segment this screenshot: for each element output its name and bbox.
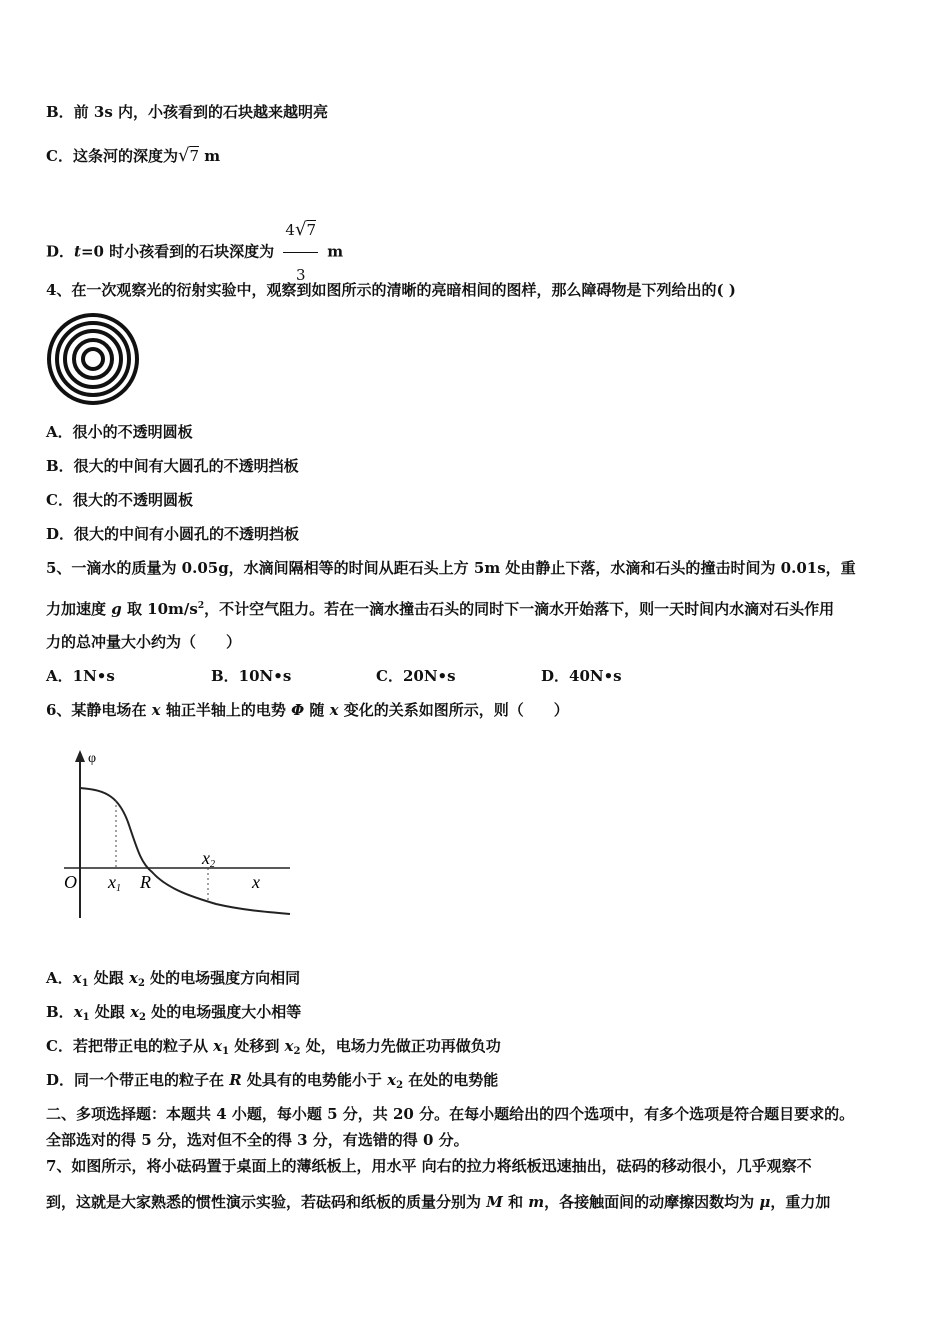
q7-line2-text-b: 和	[502, 1193, 529, 1211]
q5-line2-text-b: 取 10m/s	[121, 600, 198, 618]
var-x1: x	[72, 969, 82, 987]
phi-label: φ	[88, 751, 97, 766]
fraction-denominator: 3	[295, 266, 306, 284]
origin-label: O	[64, 872, 77, 892]
phi-axis-arrow	[75, 750, 85, 762]
q3-option-b: B．前 3s 内，小孩看到的石块越来越明亮	[46, 103, 329, 121]
x1-label	[107, 872, 121, 894]
q7-stem-line2	[46, 1192, 830, 1212]
q4-option-c: C．很大的不透明圆板	[46, 491, 193, 509]
q5-stem-line3: 力的总冲量大小约为（ ）	[46, 633, 242, 651]
numerator-radicand: 7	[306, 221, 316, 239]
q6-option-a	[46, 968, 300, 994]
q4-option-a: A．很小的不透明圆板	[46, 423, 193, 441]
potential-curve	[80, 788, 290, 914]
q6-option-a-mid: 处跟	[88, 969, 130, 987]
q3-option-d-unit: m	[327, 242, 344, 261]
potential-graph	[56, 748, 296, 928]
q6-option-d-mid: 处具有的电势能小于	[241, 1071, 388, 1089]
q6-var-x: x	[151, 701, 161, 719]
ring-5	[83, 349, 103, 369]
numerator-coef: 4	[285, 221, 295, 239]
q5-stem-line2	[46, 596, 834, 619]
q7-var-mu: μ	[759, 1193, 771, 1211]
q6-option-a-end: 处的电场强度方向相同	[144, 969, 301, 987]
q7-var-m: m	[528, 1193, 545, 1211]
q6-stem	[46, 700, 569, 720]
var-x2: x	[387, 1071, 397, 1089]
q5-superscript: 2	[197, 601, 205, 611]
q4-option-d: D．很大的中间有小圆孔的不透明挡板	[46, 525, 300, 543]
q6-stem-text-c: 随	[304, 701, 330, 719]
q5-option-a: A．1N•s	[46, 667, 115, 685]
q4-stem: 4、在一次观察光的衍射实验中，观察到如图所示的清晰的亮暗相间的图样，那么障碍物是下列给出的( )	[46, 281, 736, 299]
q7-line2-text-d: ，重力加	[770, 1193, 831, 1211]
q4-option-b: B．很大的中间有大圆孔的不透明挡板	[46, 457, 299, 475]
q5-options	[46, 666, 622, 686]
q6-option-c-label: C．若把带正电的粒子从	[46, 1037, 214, 1055]
var-x1: x	[73, 1003, 83, 1021]
var-x1-sub: 1	[81, 978, 89, 989]
var-x2: x	[284, 1037, 294, 1055]
q6-option-c-mid: 处移到	[229, 1037, 285, 1055]
var-x2-sub: 2	[137, 978, 145, 989]
q6-option-d	[46, 1070, 498, 1096]
q5-line2-text-c: ，不计空气阻力。若在一滴水撞击石头的同时下一滴水开始落下，则一天时间内水滴对石头作用	[204, 600, 835, 618]
q3-option-d-text: =0 时小孩看到的石块深度为	[80, 242, 275, 261]
fraction-numerator	[283, 208, 318, 253]
q6-option-b-mid: 处跟	[89, 1003, 131, 1021]
diffraction-pattern-figure	[46, 312, 142, 408]
var-x2-sub: 2	[139, 1012, 146, 1023]
sqrt-symbol: √	[177, 145, 190, 166]
q6-option-a-label: A．	[46, 969, 73, 987]
q3-option-c-text: C．这条河的深度为	[46, 147, 178, 165]
var-x2: x	[130, 1003, 140, 1021]
x1-label-letter: x	[108, 872, 116, 892]
q3-option-d-var: t	[74, 242, 81, 261]
q5-option-c: C．20N•s	[376, 667, 456, 685]
q7-line2-text-a: 到，这就是大家熟悉的惯性演示实验，若砝码和纸板的质量分别为	[46, 1193, 487, 1211]
x-axis-label: x	[252, 872, 260, 892]
x2-label-letter: x	[202, 848, 210, 868]
q3-option-d-label: D．	[46, 242, 75, 261]
q5-var-g: g	[111, 600, 122, 618]
q6-var-x-2: x	[329, 701, 339, 719]
q7-line2-text-c: ，各接触面间的动摩擦因数均为	[544, 1193, 760, 1211]
q3-option-c-radicand: 7	[189, 147, 199, 165]
section2-heading-line2: 全部选对的得 5 分，选对但不全的得 3 分，有选错的得 0 分。	[46, 1131, 469, 1149]
q6-stem-text-d: 变化的关系如图所示，则（ ）	[338, 701, 569, 719]
ring-4	[74, 340, 112, 378]
var-x2: x	[129, 969, 138, 987]
q6-option-d-label: D．同一个带正电的粒子在	[46, 1071, 230, 1089]
q5-line2-text-a: 力加速度	[46, 600, 112, 618]
var-x2-sub: 2	[293, 1046, 301, 1057]
q6-option-b	[46, 1002, 301, 1028]
q5-option-b: B．10N•s	[211, 667, 292, 685]
var-r: R	[229, 1071, 242, 1089]
sqrt-symbol: √	[294, 219, 307, 240]
r-label: R	[140, 872, 151, 892]
ring-2	[57, 323, 129, 395]
q6-stem-text-a: 6、某静电场在	[46, 701, 152, 719]
var-x2-sub: 2	[396, 1080, 404, 1091]
q6-stem-text-b: 轴正半轴上的电势	[160, 701, 292, 719]
var-x1: x	[213, 1037, 223, 1055]
section2-heading-line1: 二、多项选择题：本题共 4 小题，每小题 5 分，共 20 分。在每小题给出的四个选项中，有多个选项是符合题目要求的。	[46, 1105, 855, 1123]
q6-option-c-end: 处，电场力先做正功再做负功	[300, 1037, 501, 1055]
q6-option-b-end: 处的电场强度大小相等	[145, 1003, 302, 1021]
ring-1	[49, 315, 137, 403]
x1-label-sub: 1	[116, 883, 121, 894]
q3-option-c	[46, 146, 220, 166]
q7-var-M: M	[486, 1193, 503, 1211]
x2-label	[201, 848, 215, 870]
q7-stem-line1: 7、如图所示，将小砝码置于桌面上的薄纸板上，用水平 向右的拉力将纸板迅速抽出，砝码的移动很小，几乎观察不	[46, 1157, 812, 1175]
q6-var-phi: Φ	[291, 701, 305, 719]
x2-label-sub: 2	[210, 859, 215, 870]
var-x1-sub: 1	[222, 1046, 230, 1057]
q5-option-d: D．40N•s	[541, 667, 622, 685]
q3-option-c-unit: m	[204, 147, 221, 165]
q6-option-c	[46, 1036, 501, 1062]
q6-option-b-label: B．	[46, 1003, 74, 1021]
q6-option-d-end: 在处的电势能	[403, 1071, 499, 1089]
var-x1-sub: 1	[82, 1012, 90, 1023]
q5-stem-line1: 5、一滴水的质量为 0.05g，水滴间隔相等的时间从距石头上方 5m 处由静止下落，水滴和石头的撞击时间为 0.01s，重	[46, 559, 856, 577]
